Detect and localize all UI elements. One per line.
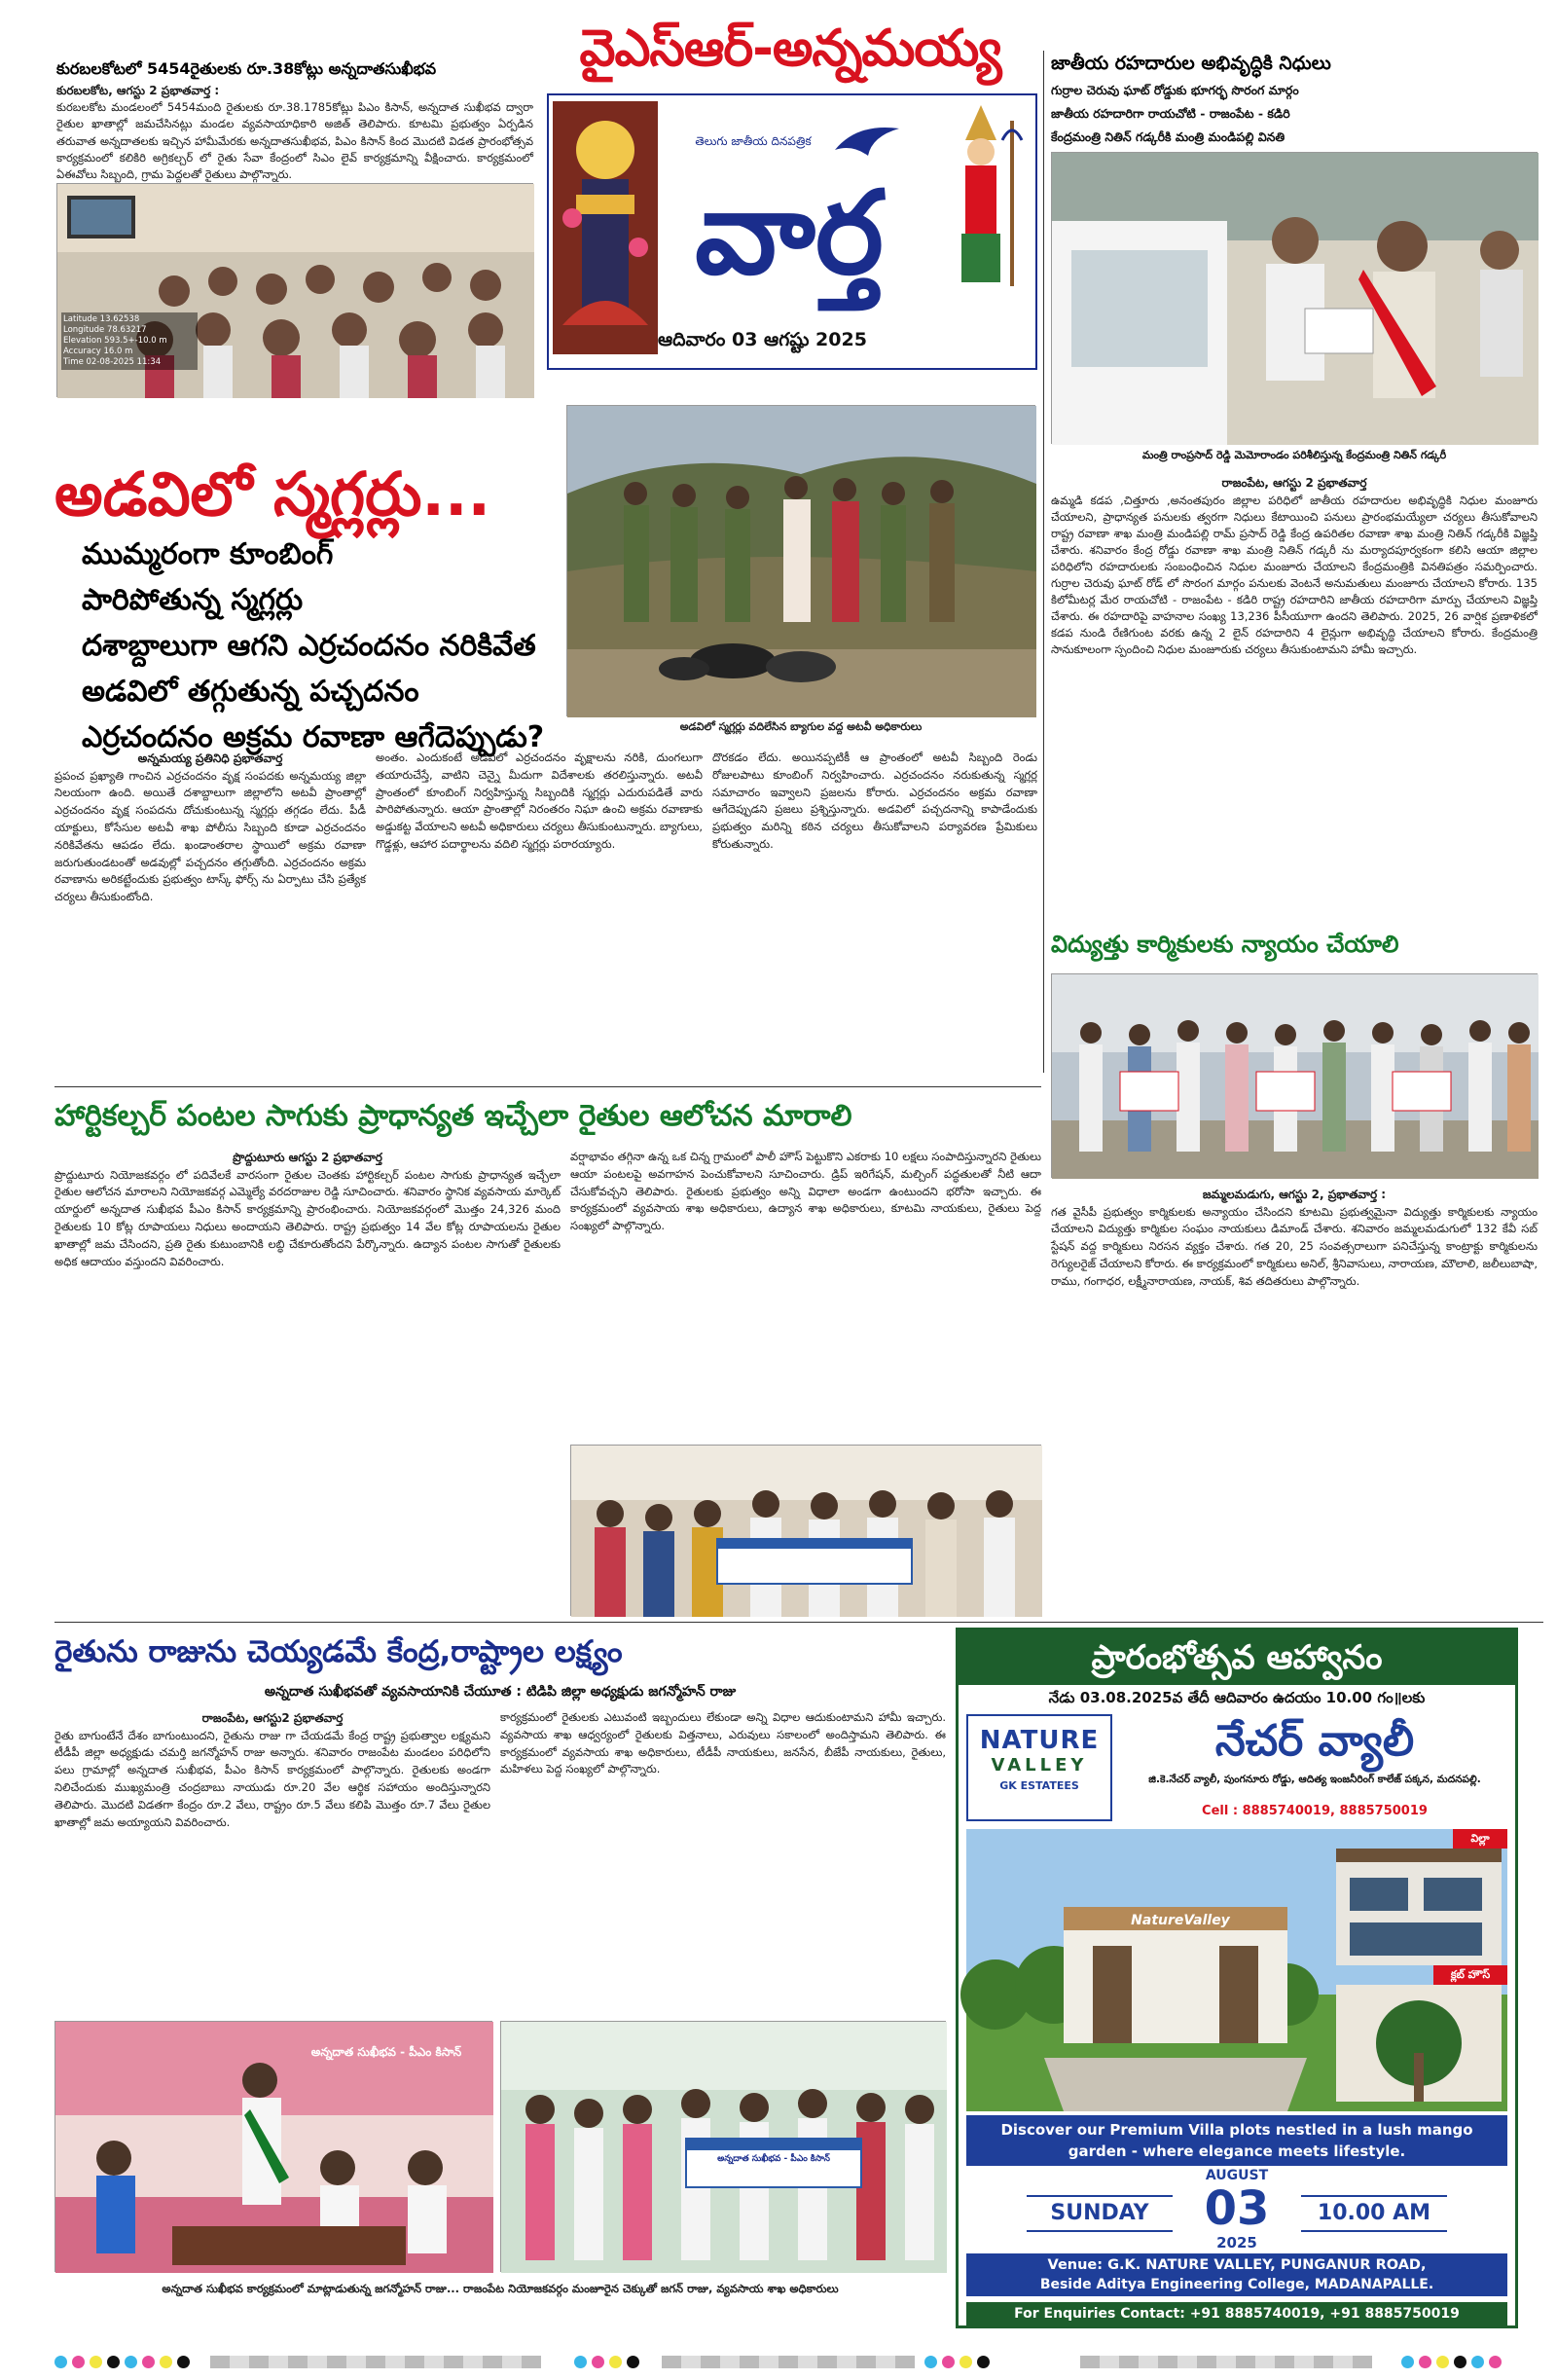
farmers-king-subhead: అన్నదాత సుఖీభవతో వ్యవసాయానికి చేయూత : టిడిపి జిల్లా అధ్యక్షుడు జగన్మోహన్ రాజు	[264, 1684, 737, 1700]
rule-below-horticulture	[54, 1622, 1543, 1623]
smugglers-col3	[712, 750, 1037, 1080]
print-dot	[107, 2356, 120, 2368]
print-dot	[1436, 2356, 1449, 2368]
smugglers-photo-caption: అడవిలో స్మగ్లర్లు వదిలేసిన బ్యాగుల వద్ద అటవీ అధికారులు	[679, 720, 923, 733]
horticulture-photo-image	[571, 1446, 1042, 1617]
ad-render-image-svg	[966, 1829, 1507, 2111]
electricity-text: గత వైసీపీ ప్రభుత్వం కార్మికులకు అన్యాయం చేసిందని కూటమి ప్రభుత్వమైనా విద్యుత్తు కార్మికులకు న్యాయం చేయాలని విద్యుత్తు కార్మికుల సంఘం నాయకులు డిమాండ్ చేశారు. శనివారం జమ్మలమడుగులో 132 కేవీ సబ్ స్టేషన్ వద్ద కార్మికులు నిరసన వ్యక్తం చేశారు. గత 20, 25 సంవత్సరాలుగా పనిచేస్తున్న కాంట్రాక్టు కార్మికులను రెగ్యులరైజ్ చేయాలని కోరారు. ఈ కార్యక్రమంలో కార్మికులు అనిల్, శ్రీనివాసులు, నారాయణ, మౌలాలి, జలీలుబాషా, రాము, గంగాధర, లక్ష్మీనారాయణ, నాయక్, శివ తదితరులు పాల్గొన్నారు.	[1051, 1204, 1538, 1288]
highways-sub2: జాతీయ రహదారిగా రాయచోటి - రాజంపేట - కడిరి	[1051, 106, 1290, 121]
ad-year: 2025	[1216, 2234, 1257, 2252]
ad-gate-sign: NatureValley	[1131, 1913, 1230, 1928]
farmers-king-col1	[54, 1709, 490, 2011]
farmers-king-col2	[500, 1709, 946, 2011]
print-dot	[90, 2356, 102, 2368]
ad-logo-sub: VALLEY	[991, 1755, 1088, 1776]
ad-promo: Discover our Premium Villa plots nestled in a lush mango garden - where elegance meets lifestyle.	[1000, 2121, 1473, 2160]
print-dot	[72, 2356, 85, 2368]
print-dot	[1401, 2356, 1414, 2368]
kurabala-headline: కురబలకోటలో 5454రైతులకు రూ.38కోట్లు అన్నదాతసుఖీభవ	[56, 59, 437, 78]
farmers-king-col2-text: కార్యక్రమంలో రైతులకు ఎటువంటి ఇబ్బందులు లేకుండా అన్ని విధాల ఆదుకుంటామని హామీ ఇచ్చారు. వ్యవసాయ శాఖ ఆధ్వర్యంలో రైతులకు విత్తనాలు, ఎరువులు సకాలంలో అందిస్తామని తెలిపారు. ఈ కార్యక్రమంలో వ్యవసాయ శాఖ అధికారులు, టీడీపీ నాయకులు, జనసేన, బీజేపీ నాయకులు, రైతులు, మహిళలు పెద్ద సంఖ్యలో పాల్గొన్నారు.	[500, 1710, 946, 1776]
ad-venue-box	[966, 2253, 1507, 2296]
kurabala-dateline: కురబలకోట, ఆగస్టు 2 ప్రభాతవార్త :	[56, 84, 220, 97]
smugglers-point-2: పారిపోతున్న స్మగ్లర్లు	[82, 583, 304, 617]
ad-logo-main: NATURE	[979, 1726, 1100, 1755]
smugglers-photo-image	[567, 406, 1036, 717]
smugglers-point-3: దశాబ్దాలుగా ఆగని ఎర్రచందనం నరికివేత	[82, 629, 536, 663]
print-dot	[1419, 2356, 1431, 2368]
masthead	[541, 10, 1039, 403]
smugglers-headline: అడవిలో స్మగ్లర్లు...	[54, 458, 491, 530]
smugglers-point-1: ముమ్మరంగా కూంబింగ్	[82, 537, 334, 571]
ad-venue-line2: Beside Aditya Engineering College, MADANAPALLE.	[1039, 2277, 1434, 2292]
highways-story	[1051, 51, 1538, 1063]
print-dot	[54, 2356, 67, 2368]
kurabala-body	[56, 82, 533, 181]
electricity-story	[1051, 925, 1538, 1587]
farmers-king-photo-caption: అన్నదాత సుఖీభవ కార్యక్రమంలో మాట్లాడుతున్న జగన్మోహన్ రాజు... రాజంపేట నియోజకవర్గం మంజూరైన చెక్కుతో జగన్ రాజు, వ్యవసాయ శాఖ అధికారులు	[162, 2282, 839, 2295]
rule-below-smugglers	[54, 1086, 1041, 1087]
print-dot	[592, 2356, 604, 2368]
ad-invite-header	[959, 1630, 1515, 1685]
electricity-dateline: జమ్మలమడుగు, ఆగస్టు 2, ప్రభాతవార్త :	[1202, 1188, 1387, 1201]
ad-date-block	[1188, 2168, 1285, 2252]
masthead-tagline: తెలుగు జాతీయ దినపత్రిక	[695, 134, 812, 148]
highways-text: ఉమ్మడి కడప ,చిత్తూరు ,అనంతపురం జిల్లాల పరిధిలో జాతీయ రహదారుల అభివృద్ధికి నిధుల మంజూరు చేయాలని, ప్రాధాన్యత పనులకు త్వరగా నిధులు కేటాయించి పనులు ప్రారంభమయ్యేలా చర్యలు తీసుకోవాలని రాష్ట్ర రవాణా శాఖ మంత్రి మండిపల్లి రామ్ ప్రసాద్ రెడ్డి కేంద్ర ఉపరితల రవాణా శాఖ మంత్రి నితిన్ గడ్కరీకి విజ్ఞప్తి చేశారు. శనివారం కేంద్ర రోడ్డు రవాణా శాఖ మంత్రి నితిన్ గడ్కరీ ను మర్యాదపూర్వకంగా కలిసి ఆయా జిల్లాల పరిధిలోని రహదారులకు సంబంధించిన నిధుల మంజూరు చేయాలని కేంద్రమంత్రికి వినతిపత్రం సమర్పించారు. గుర్రాల చెరువు ఘాట్ రోడ్ లో సొరంగ మార్గం పనులకు వెంటనే అనుమతులు మంజూరు చేయాలని కోరారు. 135 కిలోమీటర్ల మేర రాయచోటి - రాజంపేట - కడిరి రాష్ట్ర రహదారిని జాతీయ రహదారిగా మార్పు చేయాలని విజ్ఞప్తి చేశారు. ఈ రహదారిపై వాహనాల సంఖ్య 13,236 పీసీయూగా ఉందని తెలిపారు. 2025, 26 వార్షిక ప్రణాళికలో కడప నుండి రేణిగుంట వరకు ఉన్న 2 లైన్ రహదారిని 4 లైన్లుగా అభివృద్ధి చేయాలని కోరారు. కేంద్రమంత్రి సానుకూలంగా స్పందించి నిధుల మంజూరుకు చర్యలు తీసుకుంటామని హామీ ఇచ్చారు.	[1051, 493, 1538, 656]
kurabala-photo	[56, 183, 533, 397]
print-grey-bar	[662, 2356, 915, 2368]
electricity-photo	[1051, 973, 1538, 1178]
masthead-box	[547, 93, 1037, 370]
farmers-king-dateline: రాజంపేట, ఆగస్టు2 ప్రభాతవార్త	[201, 1711, 344, 1725]
farmers-king-headline: రైతును రాజును చెయ్యడమే కేంద్ర,రాష్ట్రాల లక్ష్యం	[54, 1634, 623, 1669]
print-dot	[924, 2356, 937, 2368]
ad-promo-box	[966, 2115, 1507, 2166]
horticulture-col2-text: వర్షాభావం తగ్గినా ఉన్న ఒక చిన్న గ్రామంలో పాలీ హౌస్ పెట్టుకొని ఎకరాకు 10 లక్షలు సంపాదిస్తున్నారని రైతులు ఆయా పంటలపై అవగాహన పెంచుకోవాలని సూచించారు. డ్రిప్ ఇరిగేషన్, మల్చింగ్ పద్ధతులతో నీటి ఆదా చేసుకోవచ్చని తెలిపారు. రైతులకు ప్రభుత్వం అన్ని విధాలా అండగా ఉంటుందని భరోసా ఇచ్చారు. ఈ కార్యక్రమంలో వ్యవసాయ శాఖ అధికారులు, ఉద్యాన శాఖ అధికారులు, కూటమి నాయకులు, రైతులు పెద్ద సంఖ్యలో పాల్గొన్నారు.	[570, 1150, 1041, 1233]
smugglers-points	[82, 531, 568, 760]
print-dot	[177, 2356, 190, 2368]
print-dot	[977, 2356, 990, 2368]
print-dot	[125, 2356, 137, 2368]
farmers-king-col1-text: రైతు బాగుంటేనే దేశం బాగుంటుందని, రైతును రాజు గా చేయడమే కేంద్ర రాష్ట్ర ప్రభుత్వాల లక్ష్యమని టీడీపీ జిల్లా అధ్యక్షుడు చమర్తి జగన్మోహన్ రాజు అన్నారు. శనివారం రాజంపేట మండలం పరిధిలోని పలు గ్రామాల్లో అన్నదాత సుఖీభవ, పీఎం కిసాన్ కార్యక్రమంలో పాల్గొన్నారు. రైతులకు అండగా నిలిచేందుకు ముఖ్యమంత్రి చంద్రబాబు నాయుడు రూ.20 వేల ఆర్థిక సహాయం అందిస్తున్నారని తెలిపారు. మొదటి విడతగా కేంద్రం రూ.2 వేలు, రాష్ట్రం రూ.5 వేలు కలిపి మొత్తం రూ.7 వేలు రైతుల ఖాతాల్లో జమ అయ్యాయని వివరించారు.	[54, 1728, 490, 1829]
farmers-king-photo-left	[54, 2021, 492, 2272]
ad-clubhouse-label: క్లబ్ హౌస్	[1433, 1965, 1507, 1985]
nature-valley-ad	[956, 1628, 1518, 2328]
print-dot	[609, 2356, 622, 2368]
kurabala-text: కురబలకోట మండలంలో 5454మంది రైతులకు రూ.38.1785కోట్లు పిఎం కిసాన్, అన్నదాత సుఖీభవ ద్వారా రైతుల ఖాతాల్లో జమచేసినట్లు మండల వ్యవసాయాధికారి అజిత్ తెలిపారు. కూటమి ప్రభుత్వం ఏర్పడిన తరువాత అన్నదాతలకు ఇచ్చిన హామీమేరకు అన్నదాతసుఖీభవ, పిఎం కిసాన్ కింద మొదటి విడత ప్రారంభోత్సవ కార్యక్రమంలో కలికిరి అగ్రికల్చర్ లో రైతు సేవా కేంద్రంలో సిఎం లైవ్ కార్యక్రమాన్ని వీక్షించారు. కార్యక్రమంలో ఏఈవోలు సిబ్బంది, గ్రామ పెద్దలతో రైతులు పాల్గొన్నారు.	[56, 100, 533, 181]
bird-logo-icon	[833, 121, 901, 160]
ad-month: AUGUST	[1205, 2168, 1269, 2183]
print-grey-bar	[210, 2356, 541, 2368]
smugglers-col2	[376, 750, 703, 1080]
ad-date-num: 03	[1204, 2181, 1270, 2236]
ad-venue-line1: Venue: G.K. NATURE VALLEY, PUNGANUR ROAD,	[1047, 2257, 1427, 2273]
masthead-title-top: వైఎస్ఆర్-అన్నమయ్య	[579, 19, 1001, 78]
ad-render-image	[966, 1829, 1507, 2111]
horticulture-col1	[54, 1149, 561, 1616]
ad-address-telugu: జి.కె.నేచర్ వ్యాలీ, పుంగనూరు రోడ్డు, ఆదిత్య ఇంజనీరింగ్ కాలేజ్ పక్కన, మదనపల్లి.	[1148, 1774, 1481, 1785]
ad-villa-label: విల్లా	[1453, 1829, 1507, 1849]
farmers-king-cheque-text: అన్నదాత సుఖీభవ - పీఎం కిసాన్	[717, 2154, 830, 2164]
masthead-date: ఆదివారం 03 ఆగష్టు 2025	[658, 329, 867, 350]
masthead-title-main: వార్త	[695, 165, 884, 300]
print-dot	[627, 2356, 639, 2368]
print-dot	[1489, 2356, 1502, 2368]
ad-cell: Cell : 8885740019, 8885750019	[1202, 1804, 1428, 1818]
deity-right-illustration	[928, 101, 1033, 296]
electricity-body	[1051, 1186, 1538, 1585]
farmers-king-banner-text: అన్నదాత సుఖీభవ - పీఎం కిసాన్	[310, 2045, 462, 2059]
smugglers-col1	[54, 750, 366, 1080]
ad-day: SUNDAY	[1027, 2195, 1173, 2232]
farmers-king-photo-right	[500, 2021, 946, 2272]
smugglers-col3-text: దొరకడం లేదు. అయినప్పటికీ ఆ ప్రాంతంలో అటవీ సిబ్బంది రెండు రోజులపాటు కూంబింగ్ నిర్వహించారు. ఎర్రచందనం నరుకుతున్న స్మగ్లర్ల సమాచారం ఇవ్వాలని ప్రజలను కోరారు. ఎర్రచందనం అక్రమ రవాణా ఆగేదెప్పుడని ప్రజలు ప్రశ్నిస్తున్నారు. అడవిలో పచ్చదనాన్ని కాపాడేందుకు ప్రభుత్వం మరిన్ని కఠిన చర్యలు తీసుకోవాలని పర్యావరణ ప్రేమికులు కోరుతున్నారు.	[712, 751, 1037, 852]
ad-name-telugu: నేచర్ వ్యాలీ	[1214, 1716, 1415, 1766]
highways-headline: జాతీయ రహదారుల అభివృద్ధికి నిధులు	[1051, 53, 1331, 74]
highways-photo-caption: మంత్రి రాంప్రసాద్ రెడ్డి మెమోరాండం పరిశీలిస్తున్న కేంద్రమంత్రి నితిన్ గడ్కరీ	[1141, 449, 1447, 461]
highways-photo	[1051, 152, 1538, 444]
smugglers-photo	[566, 405, 1035, 716]
highways-dateline: రాజంపేట, ఆగస్టు 2 ప్రభాతవార్త	[1221, 476, 1367, 490]
smugglers-col1-text: ప్రపంచ ప్రఖ్యాతి గాంచిన ఎర్రచందనం వృక్ష సంపదకు అన్నమయ్య జిల్లా నిలయంగా ఉంది. అయితే దశాబ్దాలుగా జిల్లాలోని అటవీ ప్రాంతాల్లో ఎర్రచందనం వృక్ష సంపదను దోచుకుంటున్న స్మగ్లర్లు తగ్గడం లేదు. పీడీ యాక్టులు, కోసేసుల అటవీ శాఖ పోలీసు సిబ్బంది కూడా ఎర్రచందనం నరికివేతను ఆపడం లేదు. ఖండాంతరాల స్థాయిలో అక్రమ రవాణా జరుగుతుండటంతో అడవుల్లో పచ్చదనం తగ్గుతోంది. ఎర్రచందనం అక్రమ రవాణాను అరికట్టేందుకు ప్రభుత్వం టాస్క్ ఫోర్స్ ను ఏర్పాటు చేసి ప్రత్యేక చర్యలు తీసుకుంటోంది.	[54, 768, 366, 904]
highways-photo-image	[1052, 153, 1539, 445]
column-rule-right	[1043, 51, 1044, 1073]
print-dot	[942, 2356, 955, 2368]
horticulture-dateline: ప్రొద్దుటూరు ఆగస్టు 2 ప్రభాతవార్త	[233, 1151, 382, 1164]
smugglers-col2-text: అంతం. ఎందుకంటే అడవిలో ఎర్రచందనం వృక్షాలను నరికి, దుంగలుగా తయారుచేస్తే, వాటిని చెన్నై మీదుగా విదేశాలకు తరలిస్తున్నారు. అటవీ ప్రాంతంలో కూంబింగ్ నిర్వహిస్తున్న సిబ్బందికి స్మగ్లర్లు ఎదురుపడితే వారు పారిపోతున్నారు. ఆయా ప్రాంతాల్లో నిరంతరం నిఘా ఉంచి అక్రమ రవాణాకు అడ్డుకట్ట వేయాలని అటవీ అధికారులు చర్యలు తీసుకుంటున్నారు. బ్యాగులు, గొడ్డళ్లు, ఆహార పదార్థాలను వదిలి స్మగ్లర్లు పరారయ్యారు.	[376, 751, 703, 852]
highways-sub1: గుర్రాల చెరువు ఘాట్ రోడ్డుకు భూగర్భ సొరంగ మార్గం	[1051, 83, 1299, 97]
print-dot	[1454, 2356, 1466, 2368]
print-dot	[142, 2356, 155, 2368]
horticulture-col2	[570, 1149, 1041, 1441]
horticulture-headline: హార్టికల్చర్ పంటల సాగుకు ప్రాధాన్యత ఇచ్చేలా రైతుల ఆలోచన మారాలి	[54, 1099, 852, 1133]
ad-invite-text: ప్రారంభోత్సవ ఆహ్వానం	[1091, 1638, 1383, 1677]
horticulture-photo	[570, 1445, 1041, 1616]
smugglers-dateline: అన్నమయ్య ప్రతినిధి ప్రభాతవార్త	[137, 751, 283, 765]
print-grey-bar	[1080, 2356, 1372, 2368]
ad-enquiry: For Enquiries Contact: +91 8885740019, +91 8885750019	[966, 2302, 1507, 2325]
ad-logo-box	[966, 1714, 1112, 1821]
electricity-photo-image	[1052, 974, 1539, 1179]
ad-time-line: నేడు 03.08.2025వ తేదీ ఆదివారం ఉదయం 10.00 గం॥లకు	[1048, 1689, 1426, 1706]
horticulture-col1-text: ప్రొద్దుటూరు నియోజకవర్గం లో పదివేలకే వారసంగా రైతుల చెంతకు హార్టికల్చర్ పంటల సాగుకు ప్రాధాన్యత ఇచ్చేలా రైతుల ఆలోచన మారాలని నియోజకవర్గ ఎమ్మెల్యే వరదరాజుల రెడ్డి సూచించారు. శనివారం స్థానిక వ్యవసాయ మార్కెట్ యార్డులో అన్నదాత సుఖీభవ పీఎం కిసాన్ కార్యక్రమాన్ని ప్రారంభించారు. నియోజకవర్గంలో మొత్తం 24,326 మంది రైతులకు 10 కోట్ల రూపాయలు నిధులు అందాయని తెలిపారు. రాష్ట్ర ప్రభుత్వం 14 వేల కోట్ల రూపాయలను రైతుల ఖాతాల్లో జమ చేసిందని, ప్రతి రైతు కుటుంబానికి లబ్ధి చేకూరుతోందని పేర్కొన్నారు. ఉద్యాన పంటల సాగుతో రైతులకు అధిక ఆదాయం వస్తుందని వివరించారు.	[54, 1167, 561, 1268]
highways-sub3: కేంద్రమంత్రి నితిన్ గడ్కరీకి మంత్రి మండిపల్లి వినతి	[1051, 129, 1285, 144]
print-registration-strip	[0, 2348, 1557, 2377]
smugglers-point-5: ఎర్రచందనం అక్రమ రవాణా ఆగేదెప్పుడు?	[82, 720, 545, 754]
print-dot	[1471, 2356, 1484, 2368]
print-dot	[574, 2356, 587, 2368]
kurabala-photo-stamp: Latitude 13.62538 Longitude 78.63217 Elevation 593.5+-10.0 m Accuracy 16.0 m Time 02-08-2025 11:34	[61, 312, 198, 370]
ad-time: 10.00 AM	[1301, 2195, 1447, 2232]
kurabala-story	[56, 58, 533, 399]
ad-logo-tag: GK ESTATEES	[999, 1779, 1079, 1792]
print-dot	[160, 2356, 172, 2368]
smugglers-point-4: అడవిలో తగ్గుతున్న పచ్చదనం	[82, 675, 419, 709]
print-dot	[960, 2356, 972, 2368]
deity-left-illustration	[553, 101, 658, 354]
farmers-king-photo-right-image	[501, 2022, 947, 2273]
electricity-headline: విద్యుత్తు కార్మికులకు న్యాయం చేయాలి	[1051, 931, 1399, 958]
